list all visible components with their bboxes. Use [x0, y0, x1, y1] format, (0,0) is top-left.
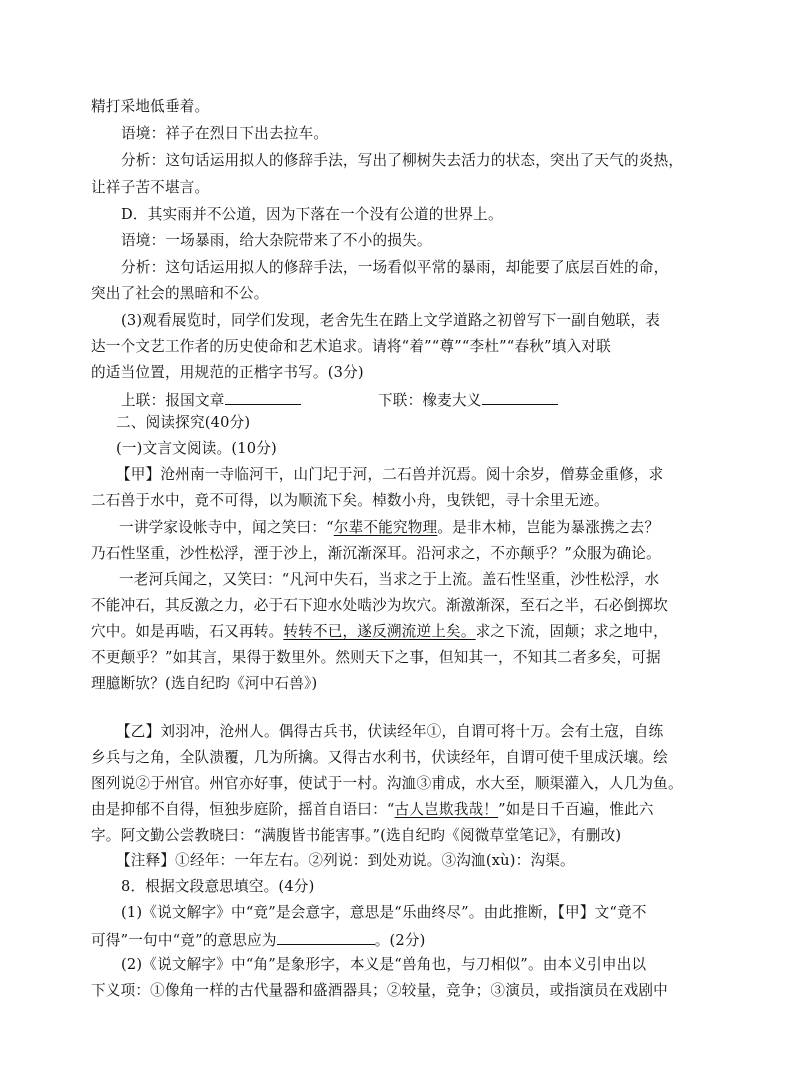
section-heading: 二、阅读探究(40分) — [116, 414, 251, 431]
question-8-2-line: (2)《说文解字》中“角”是象形字，本义是“兽角也，与刀相似”。由本义引申出以 — [121, 956, 647, 973]
passage-a-line: 不更颠乎？”如其言，果得于数里外。然则天下之事，但知其一，不知其二者多矣，可据 — [91, 649, 661, 666]
text-line: 突出了社会的黑暗和不公。 — [91, 285, 269, 302]
text-line: 语境：一场暴雨，给大杂院带来了不小的损失。 — [121, 232, 432, 249]
text-line: 精打采地低垂着。 — [91, 98, 210, 115]
passage-b-line: 【乙】刘羽冲，沧州人。偶得古兵书，伏读经年①，自谓可将十万。会有土寇，自练 — [116, 723, 664, 740]
passage-a-line: 【甲】沧州南一寺临河干，山门圮于河，二石兽并沉焉。阅十余岁，僧募金重修，求 — [116, 466, 664, 483]
question-3-line: (3)观看展览时，同学们发现，老舍先生在踏上文学道路之初曾写下一副自勉联，表 — [121, 312, 661, 329]
question-8-line: 8．根据文段意思填空。(4分) — [121, 878, 315, 895]
passage-b-line: 由是抑郁不自得，恒独步庭阶，摇首自语曰：“古人岂欺我哉！”如是日千百遍，惟此六 — [91, 801, 654, 818]
text-line: 分析：这句话运用拟人的修辞手法，一场看似平常的暴雨，却能要了底层百姓的命， — [121, 259, 669, 276]
question-8-1-line: (1)《说文解字》中“竟”是会意字，意思是“乐曲终尽”。由此推断，【甲】文“竟不 — [121, 904, 647, 921]
passage-a-line: 乃石性坚重，沙性松浮，湮于沙上，渐沉渐深耳。沿河求之，不亦颠乎？”众服为确论。 — [91, 545, 661, 562]
couplet-upper-line: 上联：报国文章 — [121, 390, 301, 410]
text-line: 达一个文艺工作者的历史使命和艺术追求。请将“着”“尊”“李杜”“春秋”填入对联 — [91, 338, 611, 355]
subsection-heading: (一)文言文阅读。(10分) — [116, 440, 277, 457]
passage-a-source: 理臆断欤？(选自纪昀《河中石兽》) — [91, 675, 318, 692]
couplet-upper-blank[interactable] — [225, 390, 301, 405]
passage-a-line: 一老河兵闻之，又笑曰：“凡河中失石，当求之于上流。盖石性坚重，沙性松浮，水 — [119, 571, 660, 588]
question-8-1-line: 可得”一句中“竟”的意思应为 。(2分) — [91, 932, 426, 949]
annotation-line: 【注释】①经年：一年左右。②列说：到处劝说。③沟洫(xù)：沟渠。 — [116, 852, 575, 869]
passage-b-line: 乡兵与之角，全队溃覆，几为所擒。又得古水利书，伏读经年，自谓可使千里成沃壤。绘 — [91, 749, 668, 766]
text-line: 语境：祥子在烈日下出去拉车。 — [121, 125, 329, 142]
couplet-lower-line: 下联：橡麦大义 — [378, 390, 558, 410]
passage-b-line: 字。阿文勤公尝教晓曰：“满腹皆书能害事。”(选自纪昀《阅微草堂笔记》，有删改) — [91, 827, 622, 844]
underlined-sentence: 转转不已，遂反溯流逆上矣。 — [283, 623, 476, 640]
passage-a-line: 一讲学家设帐寺中，闻之笑曰：“尔辈不能究物理。是非木柿，岂能为暴涨携之去？ — [119, 519, 660, 536]
passage-b-line: 图列说②于州官。州官亦好事，使试于一村。沟洫③甫成，水大至，顺渠灌入，人几为鱼。 — [91, 775, 683, 792]
question-8-2-line: 下义项：①像角一样的古代量器和盛酒器具；②较量，竞争；③演员，或指演员在戏剧中 — [91, 982, 668, 999]
underlined-sentence: 尔辈不能究物理 — [333, 519, 438, 536]
passage-a-line: 二石兽于水中，竟不可得，以为顺流下矣。棹数小舟，曳铁钯，寻十余里无迹。 — [91, 492, 609, 509]
answer-blank[interactable] — [277, 930, 375, 945]
text-line: 分析：这句话运用拟人的修辞手法，写出了柳树失去活力的状态，突出了天气的炎热， — [121, 152, 684, 169]
couplet-lower-blank[interactable] — [482, 390, 558, 405]
passage-a-line: 穴中。如是再啮，石又再转。转转不已，遂反溯流逆上矣。求之下流，固颠；求之地中， — [91, 623, 668, 640]
underlined-sentence: 古人岂欺我哉！ — [394, 801, 499, 818]
text-line: 的适当位置，用规范的正楷字书写。(3分) — [91, 364, 364, 381]
option-d-line: D．其实雨并不公道，因为下落在一个没有公道的世界上。 — [121, 206, 503, 223]
text-line: 让祥子苦不堪言。 — [91, 179, 210, 196]
passage-a-line: 不能冲石，其反激之力，必于石下迎水处啮沙为坎穴。渐激渐深，至石之半，石必倒掷坎 — [91, 597, 668, 614]
